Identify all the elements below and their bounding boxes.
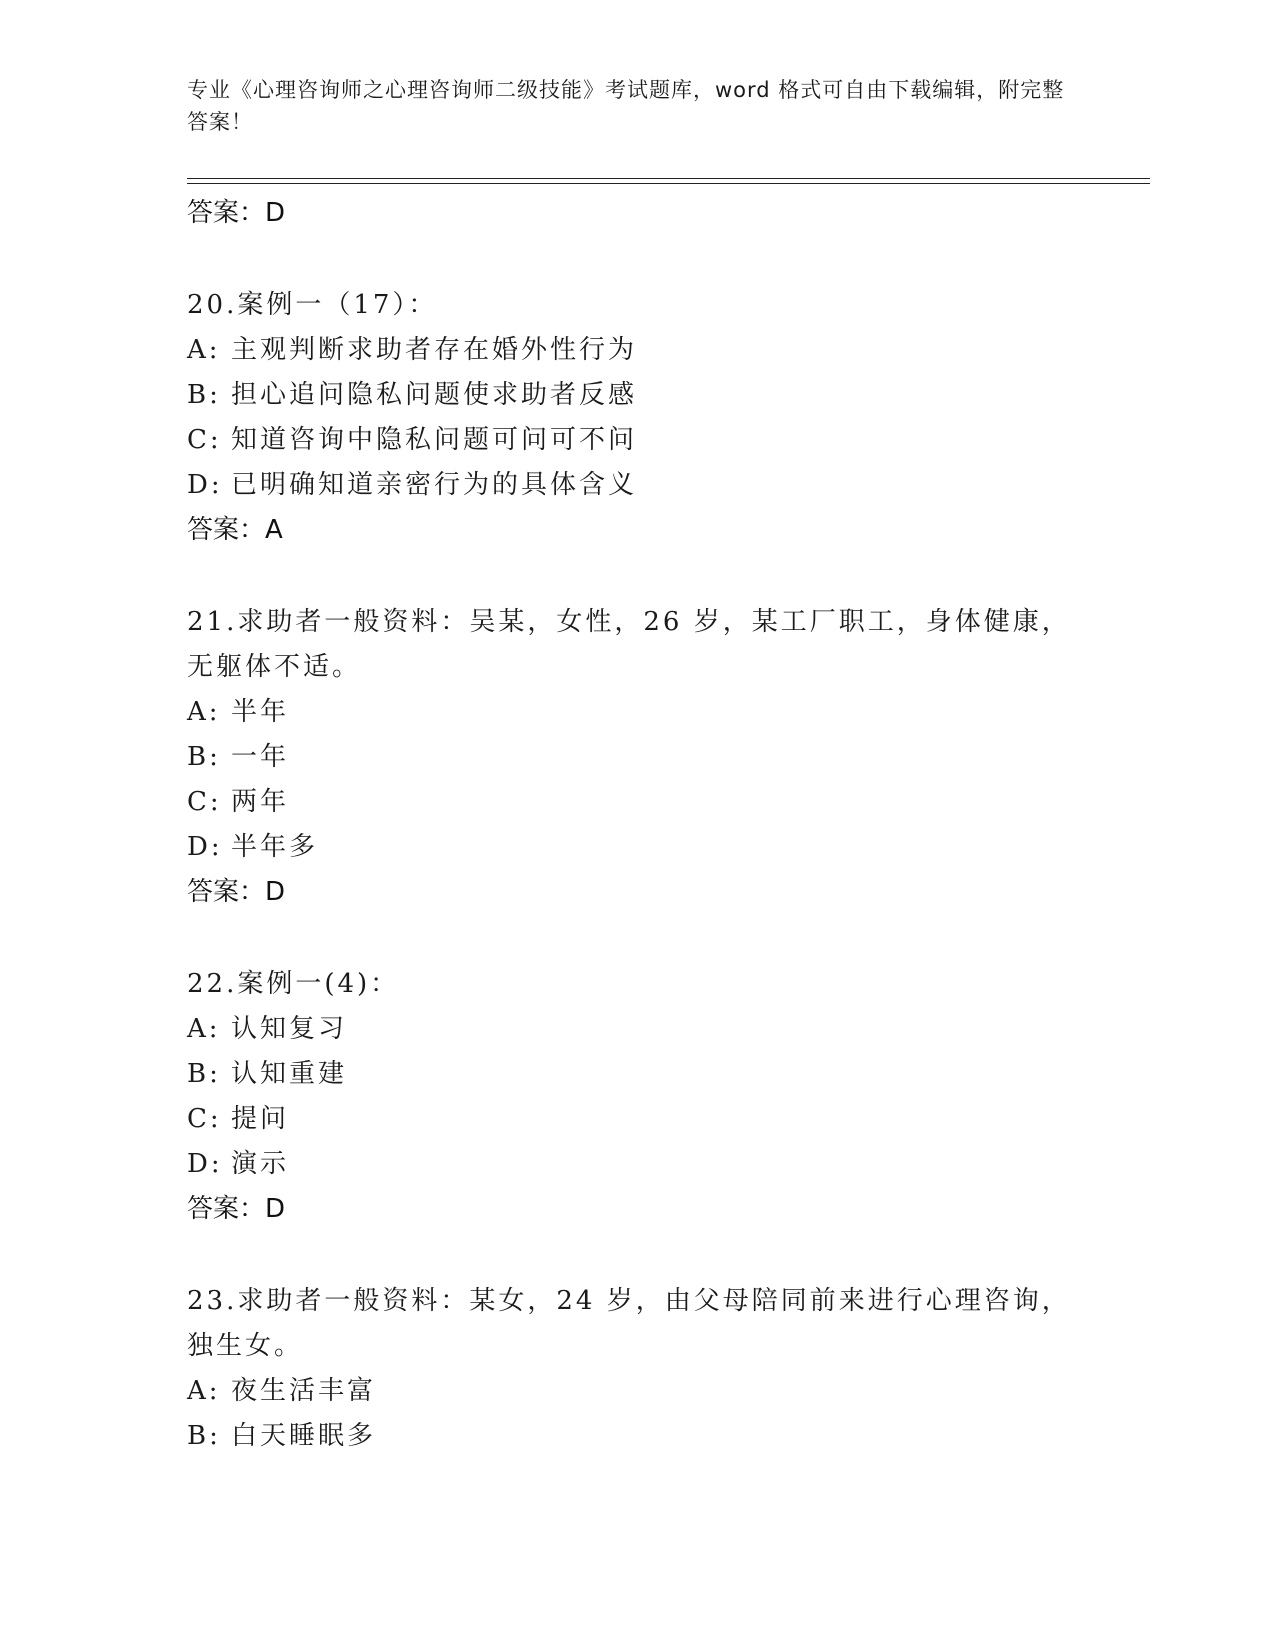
option-letter: C: [187, 1104, 222, 1134]
option-text: 知道咨询中隐私问题可问可不问 [231, 425, 638, 455]
option-letter: B: [187, 380, 221, 410]
option-letter: A: [187, 1376, 221, 1406]
option-c [187, 780, 1087, 825]
question-stem: 22.案例一(4)： [187, 969, 400, 999]
question-item [187, 600, 1087, 914]
answer-line: 答案：D [187, 198, 286, 228]
option-b [187, 373, 1087, 418]
option-letter: B: [187, 1059, 221, 1089]
option-c [187, 418, 1087, 463]
option-text: 演示 [231, 1149, 290, 1179]
option-letter: C: [187, 425, 222, 455]
option-text: 半年 [231, 697, 290, 727]
option-letter: A: [187, 1014, 221, 1044]
option-b [187, 735, 1087, 780]
option-letter: D: [187, 832, 223, 862]
answer-line: 答案：D [187, 877, 286, 907]
option-letter: B: [187, 1421, 221, 1451]
option-d [187, 463, 1087, 508]
question-item [187, 962, 1087, 1231]
option-text: 认知复习 [231, 1014, 348, 1044]
option-b [187, 1052, 1087, 1097]
header-divider-bottom [187, 183, 1150, 184]
question-stem: 21.求助者一般资料：吴某，女性，26 岁，某工厂职工，身体健康，无躯体不适。 [187, 607, 1071, 682]
option-text: 主观判断求助者存在婚外性行为 [231, 335, 638, 365]
option-c [187, 1097, 1087, 1142]
option-letter: A: [187, 697, 221, 727]
option-a [187, 328, 1087, 373]
option-text: 已明确知道亲密行为的具体含义 [231, 470, 638, 500]
option-a [187, 690, 1087, 735]
option-letter: D: [187, 470, 223, 500]
document-header-title: 专业《心理咨询师之心理咨询师二级技能》考试题库，word 格式可自由下载编辑，附完整答案！ [187, 78, 1065, 134]
option-letter: C: [187, 787, 222, 817]
option-text: 提问 [231, 1104, 290, 1134]
option-letter: A: [187, 335, 221, 365]
option-d [187, 1142, 1087, 1187]
option-text: 白天睡眠多 [231, 1421, 377, 1451]
option-letter: D: [187, 1149, 223, 1179]
option-text: 夜生活丰富 [231, 1376, 377, 1406]
question-item [187, 1279, 1087, 1459]
question-list [187, 191, 1087, 1459]
option-text: 担心追问隐私问题使求助者反感 [231, 380, 638, 410]
header-divider-top [187, 178, 1150, 179]
option-a [187, 1007, 1087, 1052]
option-text: 两年 [231, 787, 290, 817]
question-stem: 23.求助者一般资料：某女，24 岁，由父母陪同前来进行心理咨询，独生女。 [187, 1286, 1071, 1361]
answer-line: 答案：D [187, 1194, 286, 1224]
option-letter: B: [187, 742, 221, 772]
option-text: 半年多 [231, 832, 319, 862]
option-a [187, 1369, 1087, 1414]
question-stem: 20.案例一（17）： [187, 290, 438, 320]
option-d [187, 825, 1087, 870]
option-text: 一年 [231, 742, 290, 772]
question-item [187, 283, 1087, 552]
answer-line: 答案：A [187, 515, 283, 545]
option-text: 认知重建 [231, 1059, 348, 1089]
option-b [187, 1414, 1087, 1459]
